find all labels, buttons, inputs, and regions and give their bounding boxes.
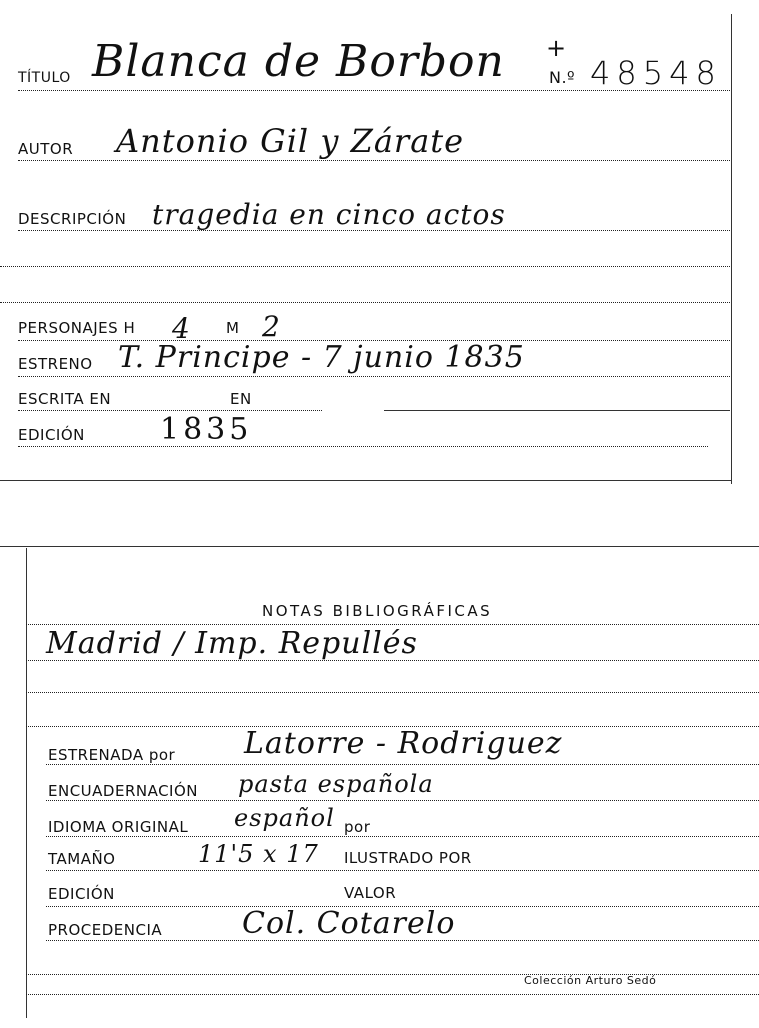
rule-blank-1 [0, 266, 730, 267]
rule-edicion [18, 446, 708, 447]
personajes-h-value: 4 [172, 312, 191, 345]
personajes-m-value: 2 [262, 310, 281, 343]
encuadernacion-label: ENCUADERNACIÓN [48, 782, 199, 800]
personajes-m-label: M [226, 319, 240, 337]
edicion2-label: EDICIÓN [48, 885, 115, 903]
descripcion-value: tragedia en cinco actos [152, 198, 506, 231]
autor-value: Antonio Gil y Zárate [116, 122, 465, 160]
titulo-label: TÍTULO [18, 70, 71, 86]
procedencia-label: PROCEDENCIA [48, 921, 163, 939]
card-bottom-edge [0, 480, 731, 481]
autor-label: AUTOR [18, 140, 74, 158]
rule-notes-2 [26, 692, 759, 693]
edicion-label: EDICIÓN [18, 426, 85, 444]
card2-edge-left [26, 548, 27, 1018]
rule-notes-head [26, 624, 759, 625]
rule-encuadernacion [46, 800, 759, 801]
encuadernacion-value: pasta española [238, 770, 434, 798]
rule-escrita [18, 410, 322, 411]
tamano-label: TAMAÑO [48, 850, 116, 868]
numero-label: N.º [549, 68, 576, 87]
ilustrado-label: ILUSTRADO POR [344, 849, 472, 867]
personajes-label: PERSONAJES H [18, 319, 136, 337]
cross-mark: + [546, 34, 567, 62]
edicion-value: 1835 [160, 412, 253, 447]
notes-line1: Madrid / Imp. Repullés [46, 626, 418, 661]
procedencia-value: Col. Cotarelo [242, 906, 456, 941]
idioma-label: IDIOMA ORIGINAL [48, 818, 189, 836]
rule-notes-1 [26, 660, 759, 661]
rule-blank-2 [0, 302, 730, 303]
estrenada-value: Latorre - Rodriguez [244, 726, 563, 761]
rule-estreno [18, 376, 730, 377]
idioma-value: español [234, 804, 335, 832]
estreno-value: T. Principe - 7 junio 1835 [118, 340, 525, 375]
numero-value: 48548 [590, 54, 722, 92]
titulo-value: Blanca de Borbon [92, 36, 505, 87]
notes-heading: NOTAS BIBLIOGRÁFICAS [262, 602, 493, 620]
rule-idioma [46, 836, 759, 837]
rule-bottom [26, 994, 759, 995]
escrita-label: ESCRITA EN [18, 390, 112, 408]
rule-estrenada [46, 764, 759, 765]
valor-label: VALOR [344, 884, 397, 902]
card-edge-right [731, 14, 732, 484]
catalog-card-back [0, 540, 759, 1028]
rule-tamano [46, 870, 759, 871]
descripcion-label: DESCRIPCIÓN [18, 210, 127, 228]
catalog-card-front [0, 0, 759, 495]
footer-collection: Colección Arturo Sedó [524, 974, 657, 987]
rule-autor [18, 160, 730, 161]
en-label: EN [230, 390, 252, 408]
estrenada-label: ESTRENADA por [48, 746, 176, 764]
por-label: por [344, 818, 371, 836]
rule-escrita-right [384, 410, 730, 411]
tamano-value: 11'5 x 17 [198, 840, 319, 868]
estreno-label: ESTRENO [18, 355, 93, 373]
card2-top-edge [0, 546, 759, 547]
